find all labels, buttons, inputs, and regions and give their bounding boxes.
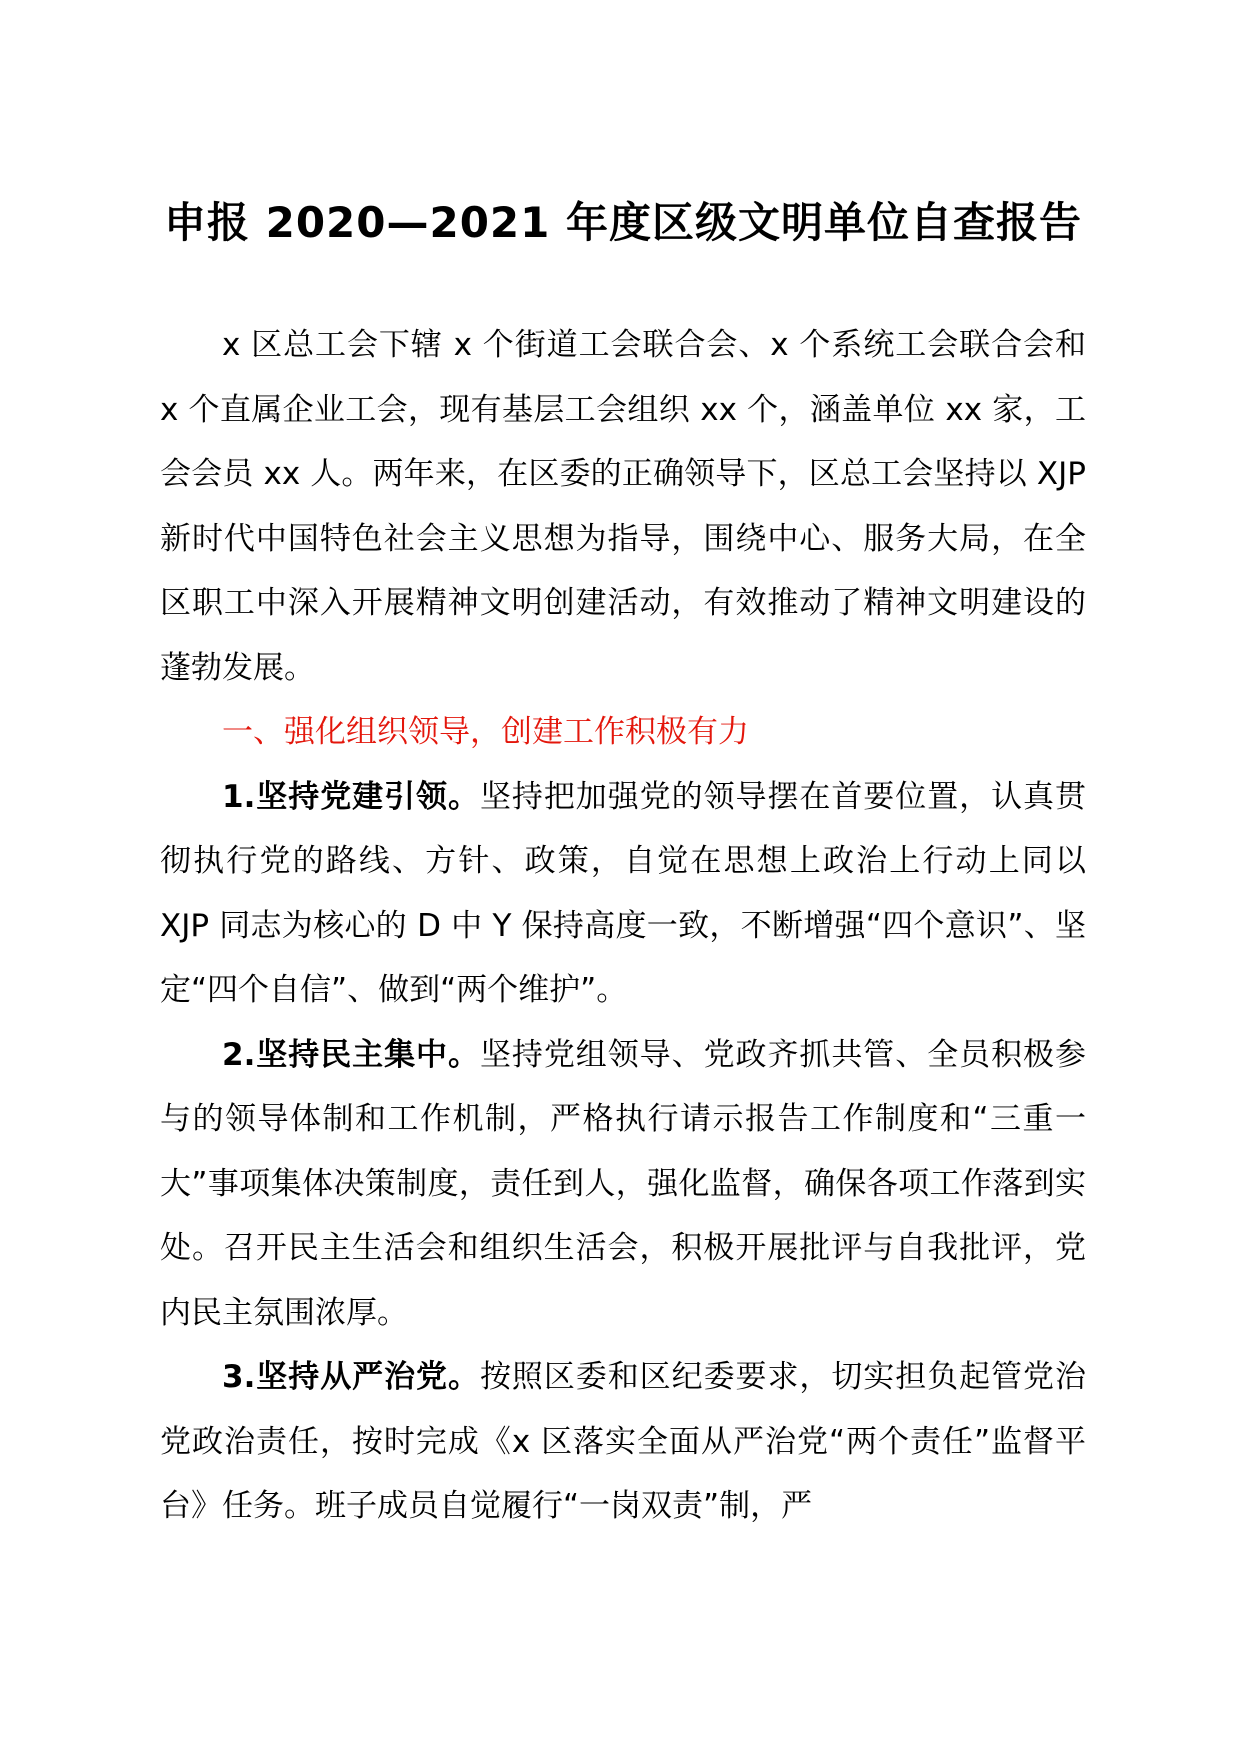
item-text-3: 按照区委和区纪委要求，切实担负起管党治党政治责任，按时完成《x 区落实全面从严治党“两个责任”监督平台》任务。班子成员自觉履行“一岗双责”制，严 bbox=[160, 1359, 1086, 1524]
item-paragraph-1 bbox=[160, 765, 1086, 1023]
item-paragraph-2 bbox=[160, 1023, 1086, 1346]
item-paragraph-3 bbox=[160, 1345, 1086, 1539]
intro-paragraph: x 区总工会下辖 x 个街道工会联合会、x 个系统工会联合会和 x 个直属企业工会，现有基层工会组织 xx 个，涵盖单位 xx 家，工会会员 xx 人。两年来，在区委的正确领导下，区总工会坚持以 XJP 新时代中国特色社会主义思想为指导，围绕中心、服务大局，在全区职工中深入开展精神文明创建活动，有效推动了精神文明建设的蓬勃发展。 bbox=[160, 327, 1086, 686]
item-lead-2: 2.坚持民主集中。 bbox=[222, 1036, 480, 1073]
document-page bbox=[160, 190, 1086, 1539]
item-lead-1: 1.坚持党建引领。 bbox=[222, 778, 480, 815]
document-body bbox=[160, 313, 1086, 1539]
item-lead-3: 3.坚持从严治党。 bbox=[222, 1359, 480, 1395]
section-heading: 一、强化组织领导，创建工作积极有力 bbox=[222, 714, 749, 750]
item-text-2: 坚持党组领导、党政齐抓共管、全员积极参与的领导体制和工作机制，严格执行请示报告工作制度和“三重一大”事项集体决策制度，责任到人，强化监督，确保各项工作落到实处。召开民主生活会和组织生活会，积极开展批评与自我批评，党内民主氛围浓厚。 bbox=[160, 1036, 1086, 1331]
document-title: 申报 2020—2021 年度区级文明单位自查报告 bbox=[163, 198, 1083, 247]
item-text-1: 坚持把加强党的领导摆在首要位置，认真贯彻执行党的路线、方针、政策，自觉在思想上政治上行动上同以 XJP 同志为核心的 D 中 Y 保持高度一致，不断增强“四个意识”、坚定“四个自信”、做到“两个维护”。 bbox=[160, 778, 1086, 1008]
